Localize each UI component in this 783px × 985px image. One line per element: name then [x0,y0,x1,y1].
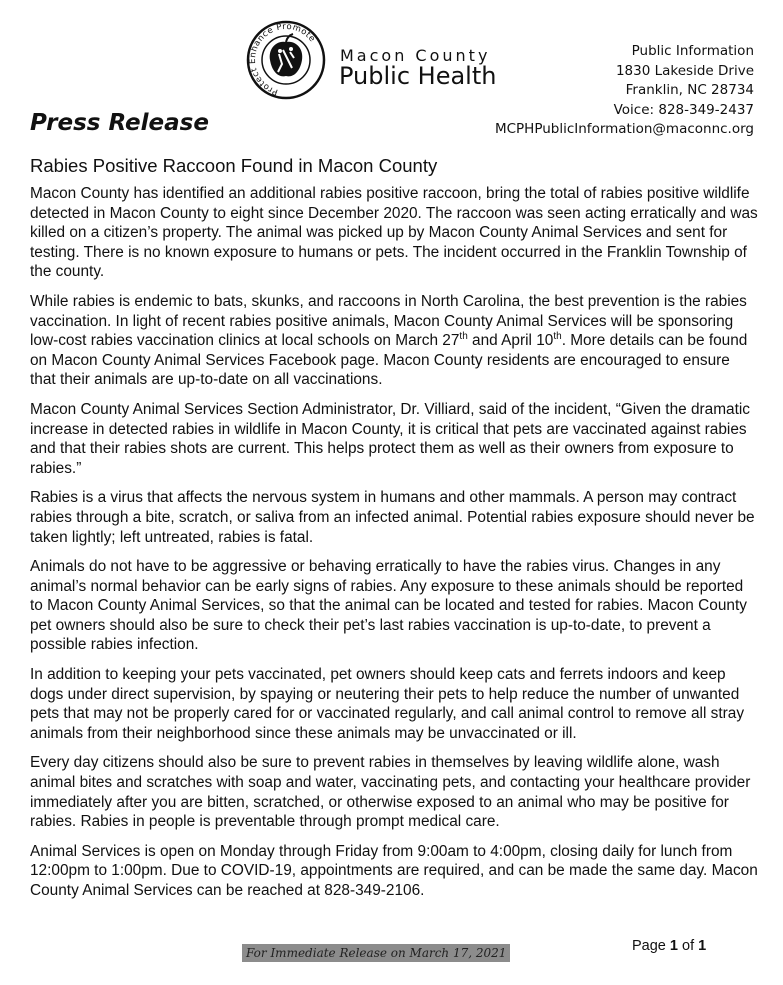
public-health-seal-icon [246,20,326,100]
paragraph-1: Macon County has identified an additional rabies positive raccoon, bring the total of rabies positive wildlife detected in Macon County to eight since December 2020. The raccoon was seen acting erratically and was killed on a citizen’s property. The animal was picked up by Macon County Animal Services and sent for testing. There is no known exposure to humans or pets. The incident occurred in the Franklin Township of the county. [30,185,758,281]
page-number: Page 1 of 1 [632,938,707,954]
contact-voice: Voice: 828-349-2437 [613,101,754,118]
paragraph-2: While rabies is endemic to bats, skunks, and raccoons in North Carolina, the best prevention is the rabies vaccination. In light of recent rabies positive animals, Macon County Animal Services will be sponsoring low-cost rabies vaccination clinics at local schools on March 27th and April 10th. More details can be found on Macon County Animal Services Facebook page. Macon County residents are encouraged to ensure that their animals are up-to-date on all vaccinations. [30,292,748,389]
contact-dept: Public Information [631,43,754,59]
svg-text:Protect Enhance Promote: Protect Enhance Promote [247,21,318,97]
press-release-label: Press Release [30,110,209,136]
paragraph-6: In addition to keeping your pets vaccinated, pet owners should keep cats and ferrets indoors and keep dogs under direct supervision, by spaying or neutering their pets to help reduce the number of unwanted pets that may not be properly cared for or vaccinated regularly, and call animal control to remove all stray animals from their neighborhood since these animals may be unvaccinated or ill. [30,666,745,742]
release-date-note: For Immediate Release on March 17, 2021 [242,944,510,962]
org-name-line2: Public Health [339,62,497,90]
contact-address1: 1830 Lakeside Drive [615,62,754,79]
article-body [30,184,758,911]
contact-address2: Franklin, NC 28734 [625,82,754,98]
paragraph-8: Animal Services is open on Monday through Friday from 9:00am to 4:00pm, closing daily for lunch from 12:00pm to 1:00pm. Due to COVID-19, appointments are required, and can be made the same day. Macon County Animal Services can be reached at 828-349-2106. [30,842,758,899]
contact-email: MCPHPublicInformation@maconnc.org [494,121,754,137]
paragraph-5: Animals do not have to be aggressive or behaving erratically to have the rabies virus. Changes in any animal’s normal behavior can be early signs of rabies. Any exposure to these animals should be reported to Macon County Animal Services, so that the animal can be located and tested for rabies. Macon County pet owners should also be sure to check their pet’s last rabies vaccination is up-to-date, to prevent a possible rabies infection. [30,558,747,654]
paragraph-7: Every day citizens should also be sure to prevent rabies in themselves by leaving wildlife alone, wash animal bites and scratches with soap and water, vaccinating pets, and contacting your healthcare provider immediately after you are bitten, scratched, or otherwise exposed to an animal who may be positive for rabies. Rabies in people is preventable through prompt medical care. [30,754,751,831]
paragraph-4: Rabies is a virus that affects the nervous system in humans and other mammals. A person may contract rabies through a bite, scratch, or saliva from an infected animal. Potential rabies exposure should never be taken lightly; left untreated, rabies is fatal. [30,489,755,546]
contact-block [495,42,754,140]
paragraph-3: Macon County Animal Services Section Administrator, Dr. Villiard, said of the incident, “Given the dramatic increase in detected rabies in wildlife in Macon County, it is critical that pets are vaccinated against rabies and that their rabies shots are current. This helps protect them as well as their owners from exposure to rabies.” [30,400,750,477]
headline: Rabies Positive Raccoon Found in Macon County [30,155,438,176]
org-name-line1: Macon County [340,46,491,65]
